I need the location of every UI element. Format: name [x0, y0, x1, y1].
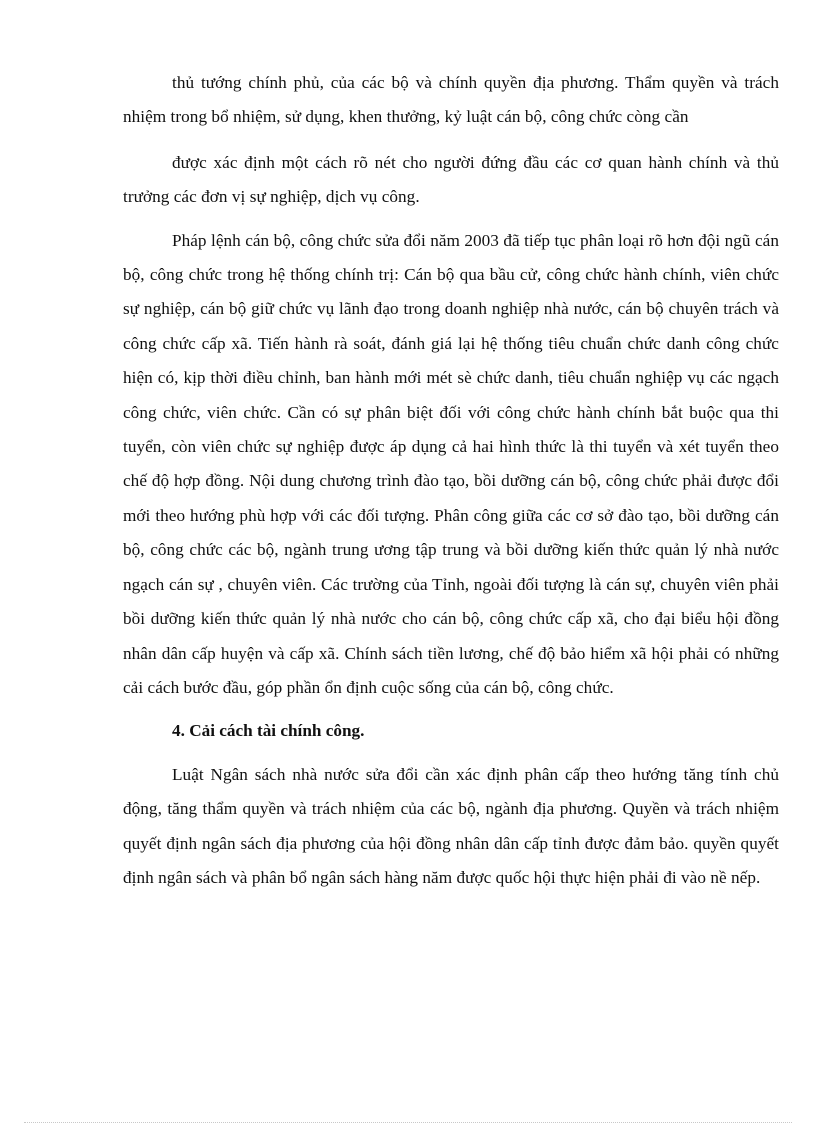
document-body	[123, 66, 779, 895]
paragraph-1: thủ tướng chính phủ, của các bộ và chính quyền địa phương. Thẩm quyền và trách nhiệm trong bổ nhiệm, sử dụng, khen thưởng, kỷ luật cán bộ, công chức còng cần	[123, 73, 779, 127]
paragraph-2: được xác định một cách rõ nét cho người đứng đầu các cơ quan hành chính và thủ trưởng các đơn vị sự nghiệp, dịch vụ công.	[123, 152, 779, 207]
section-heading: 4. Cải cách tài chính công.	[172, 721, 365, 741]
paragraph-4: Luật Ngân sách nhà nước sửa đổi cần xác định phân cấp theo hướng tăng tính chủ động, tăng thẩm quyền và trách nhiệm của các bộ, ngành địa phương. Quyền và trách nhiệm quyết định ngân sách địa phương của hội đồng nhân dân cấp tỉnh được đảm bảo. quyền quyết định ngân sách và phân bổ ngân sách hàng năm được quốc hội thực hiện phải đi vào nề nếp.	[123, 764, 779, 887]
paragraph-3: Pháp lệnh cán bộ, công chức sửa đổi năm 2003 đã tiếp tục phân loại rõ hơn đội ngũ cán bộ, công chức trong hệ thống chính trị: Cán bộ qua bầu cử, công chức hành chính, viên chức sự nghiệp, cán bộ giữ chức vụ lãnh đạo trong doanh nghiệp nhà nước, cán bộ chuyên trách và công chức cấp xã. Tiến hành rà soát, đánh giá lại hệ thống tiêu chuẩn chức danh công chức hiện có, kịp thời điều chỉnh, ban hành mới mét sè chức danh, tiêu chuẩn nghiệp vụ các ngạch công chức, viên chức. Cần có sự phân biệt đối với công chức hành chính bắt buộc qua thi tuyển, còn viên chức sự nghiệp được áp dụng cả hai hình thức là thi tuyển và xét tuyển theo chế độ hợp đồng. Nội dung chương trình đào tạo, bồi dưỡng cán bộ, công chức phải được đổi mới theo hướng phù hợp với các đối tượng. Phân công giữa các cơ sở đào tạo, bồi dưỡng cán bộ, công chức các bộ, ngành trung ương tập trung và bồi dưỡng kiến thức quản lý nhà nước ngạch cán sự , chuyên viên. Các trường của Tỉnh, ngoài đối tượng là cán sự, chuyên viên phải bồi dưỡng kiến thức quản lý nhà nước cho cán bộ, công chức cấp xã, cho đại biểu hội đồng nhân dân cấp huyện và cấp xã. Chính sách tiền lương, chế độ bảo hiểm xã hội phải có những cải cách bước đầu, góp phần ổn định cuộc sống của cán bộ, công chức.	[123, 230, 779, 697]
